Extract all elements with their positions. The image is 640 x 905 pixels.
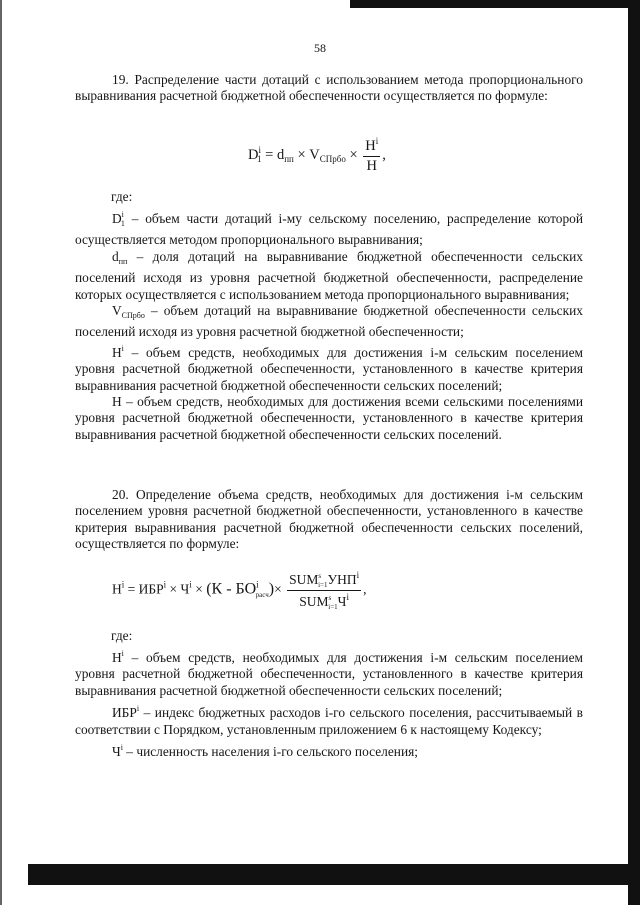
scan-right-edge <box>628 0 640 905</box>
section-19-intro <box>75 72 583 105</box>
scan-top-edge <box>350 0 640 8</box>
section-19-intro-text: 19. Распределение части дотаций с использованием метода пропорционального выравнивания расчетной бюджетной обеспеченности осуществляется по формуле: <box>75 72 583 104</box>
formula-2: $H^i = ИБР^i \times Ч^i \times (К - БО^i_{расч})\times$ $\frac{SUM^s_{i=1}УНП^i}{SUM^s_{i=1}Ч^i}$ , <box>112 570 367 611</box>
section-20-where: где: <box>111 628 133 643</box>
section-19-where: где: <box>111 189 133 204</box>
section-19-definitions <box>75 207 583 443</box>
formula-1-fraction: $\frac{H^i}{H}$ <box>365 136 379 174</box>
def-ch: $Ч^i$ – численность населения i-го сельского поселения; <box>112 743 419 760</box>
scan-bottom-edge <box>28 864 640 885</box>
section-20-definitions <box>75 646 583 760</box>
def-dpp: $d_{пп}$ – доля дотаций на выравнивание бюджетной обеспеченности сельских поселений исходя из уровня расчетной бюджетной обеспеченности, распределение которых осуществляется с использованием метода пропорционального выравнивания; <box>75 248 583 302</box>
formula-2-fraction: $\frac{SUM^s_{i=1}УНП^i}{SUM^s_{i=1}Ч^i}$ <box>289 570 360 611</box>
def-hi: $H^i$ – объем средств, необходимых для достижения i-м сельским поселением уровня расчетной бюджетной обеспеченности, установленного в качестве критерия выравнивания расчетной бюджетной обеспеченности сельских поселений; <box>75 343 583 393</box>
def-vsprbo: $V_{СПрбо}$ – объем дотаций на выравнивание бюджетной обеспеченности сельских поселений исходя из уровня расчетной бюджетной обеспеченности; <box>75 303 583 340</box>
scan-left-edge <box>0 0 2 905</box>
def-hi-2: $H^i$ – объем средств, необходимых для достижения i-м сельским поселением уровня расчетной бюджетной обеспеченности, установленного в качестве критерия выравнивания расчетной бюджетной обеспеченности сельских поселений; <box>75 649 583 698</box>
section-20-intro <box>75 487 583 553</box>
formula-1: $D^i_1 = d_{пп} \times V_{СПрбо}$ × $\frac{H^i}{H}$ , <box>248 136 386 174</box>
formula-1-lhs: D <box>248 146 259 163</box>
section-20-intro-text: 20. Определение объема средств, необходимых для достижения i-м сельским поселением уровня расчетной бюджетной обеспеченности, установленного в качестве критерия выравнивания расчетной бюджетной обеспеченности сельских поселений, осуществляется по формуле: <box>75 487 583 552</box>
def-d1: $D^i_1$ – объем части дотаций i-му сельскому поселению, распределение которой осуществляется методом пропорционального выравнивания; <box>75 210 583 248</box>
def-ibr: ИБР$^i$ – индекс бюджетных расходов i-го сельского поселения, рассчитываемый в соответствии с Порядком, установленным приложением 6 к настоящему Кодексу; <box>75 704 583 737</box>
page-number: 58 <box>314 41 326 55</box>
def-h: H – объем средств, необходимых для достижения всеми сельскими поселениями уровня расчетной бюджетной обеспеченности, установленного в качестве критерия выравнивания расчетной бюджетной обеспеченности сельских поселений. <box>75 394 583 442</box>
